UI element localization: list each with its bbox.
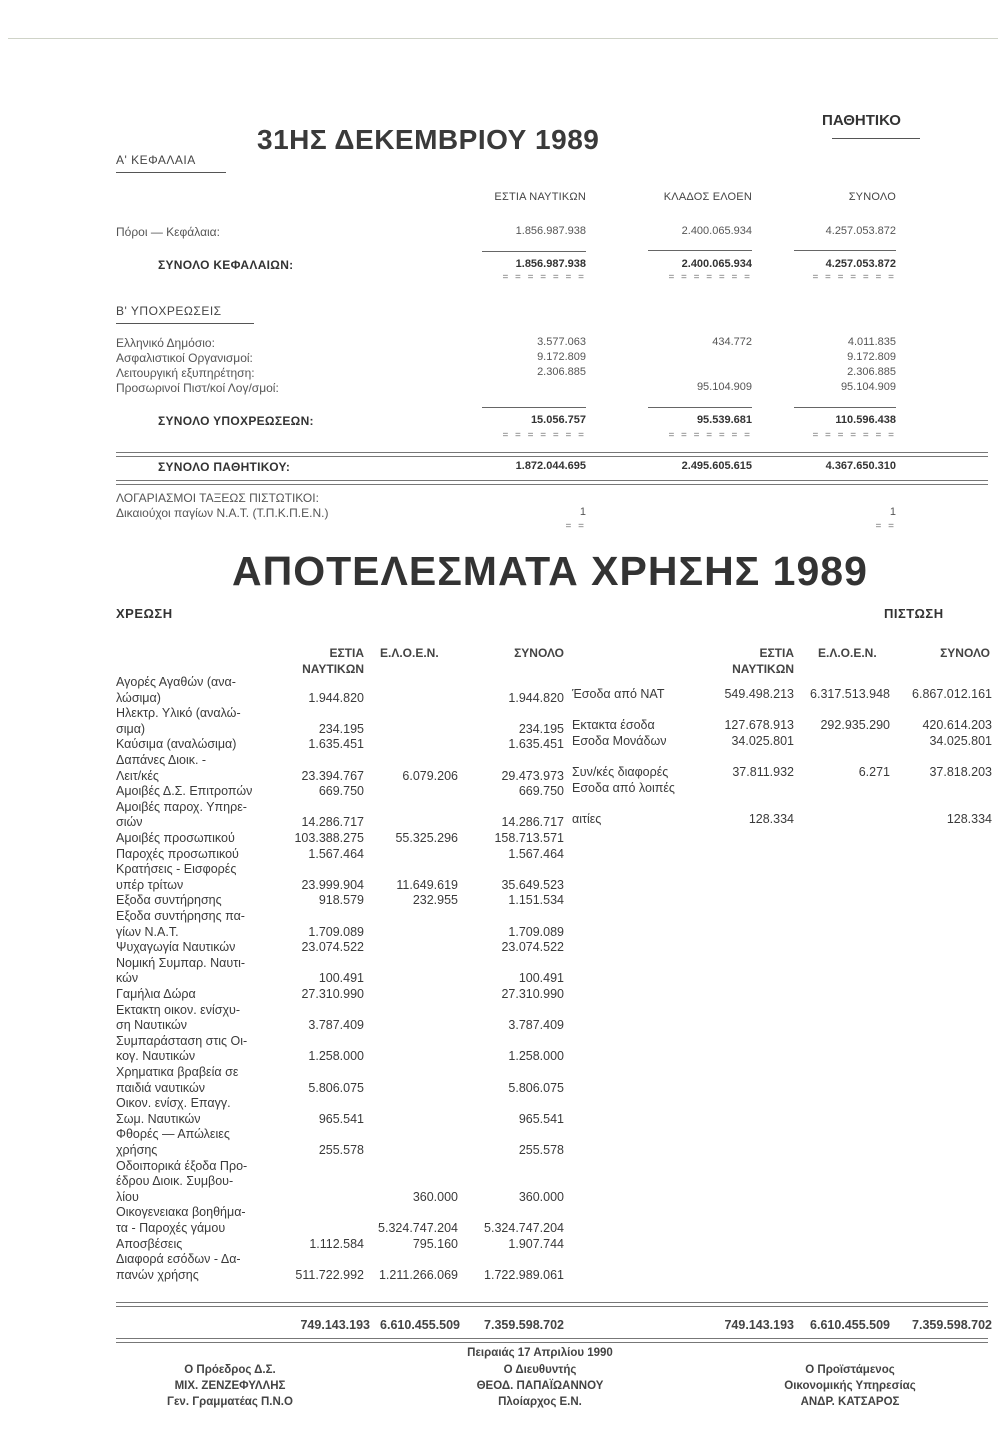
divider — [794, 250, 896, 251]
cell-value: 23.074.522 — [501, 940, 564, 955]
credit-header: ΠΙΣΤΩΣΗ — [884, 606, 944, 621]
cell-value: 6.271 — [858, 765, 890, 779]
cell-value: 511.722.992 — [295, 1267, 364, 1282]
row-label: λώσιμα) — [116, 690, 161, 705]
cell-value: 5.324.747.204 — [484, 1221, 564, 1235]
divider — [482, 407, 586, 408]
results-title: ΑΠΟΤΕΛΕΣΜΑΤΑ ΧΡΗΣΗΣ 1989 — [232, 548, 868, 594]
section-a-title: Α' ΚΕΦΑΛΑΙΑ — [116, 153, 196, 167]
row-label: Ελληνικό Δημόσιο: — [116, 336, 215, 350]
row-label: τα - Παροχές γάμου — [116, 1221, 226, 1235]
cell-value: 1.635.451 — [308, 737, 364, 752]
debit-total-sum: 7.359.598.702 — [484, 1318, 564, 1332]
signatory-president — [140, 1362, 320, 1410]
row-label: πανών χρήσης — [116, 1267, 199, 1282]
cell-value: 918.579 — [318, 893, 364, 908]
signatory-role: Πλοίαρχος Ε.Ν. — [498, 1396, 582, 1408]
cell-value: 23.394.767 — [301, 768, 364, 783]
signatory-role: Οικονομικής Υπηρεσίας — [784, 1380, 916, 1392]
double-underline: = = = = = = = — [668, 430, 752, 441]
cell-value: 128.334 — [946, 812, 992, 826]
cell-value: 232.955 — [412, 893, 458, 908]
signatory-name: ΜΙΧ. ΖΕΝΖΕΦΥΛΛΗΣ — [174, 1380, 286, 1392]
cell-value: 1.567.464 — [308, 846, 364, 861]
total-value: 1.856.987.938 — [515, 258, 586, 270]
cell-value: 158.713.571 — [494, 831, 564, 845]
cell-value: 29.473.973 — [501, 768, 564, 783]
cell-value: 5.324.747.204 — [378, 1221, 458, 1235]
cell-value: 5.806.075 — [508, 1080, 564, 1095]
row-label: σιμα) — [116, 721, 146, 736]
total-value: 110.596.438 — [835, 414, 896, 426]
row-label: Έσοδα από ΝΑΤ — [572, 687, 665, 701]
cell-value: 27.310.990 — [501, 987, 564, 1001]
row-label: ση Ναυτικών — [116, 1018, 188, 1033]
signatory-name: ΑΝΔΡ. ΚΑΤΣΑΡΟΣ — [800, 1396, 900, 1408]
row-label: Λειτουργική εξυπηρέτηση: — [116, 366, 255, 380]
row-label: Εκτακτα έσοδα — [572, 718, 655, 732]
cell-value: 35.649.523 — [501, 877, 564, 892]
memo-title: ΛΟΓΑΡΙΑΣΜΟΙ ΤΑΞΕΩΣ ΠΙΣΤΩΤΙΚΟΙ: — [116, 491, 319, 505]
cell-value: 1.907.744 — [508, 1236, 564, 1251]
cell-value: 6.317.513.948 — [810, 687, 890, 701]
signatory-name: ΘΕΟΔ. ΠΑΠΑΪΩΑΝΝΟΥ — [476, 1380, 604, 1392]
scan-top-edge — [8, 38, 998, 39]
signatory-title: Ο Διευθυντής — [503, 1364, 577, 1376]
grand-total-value: 1.872.044.695 — [515, 460, 586, 472]
double-underline: = = — [565, 521, 586, 532]
cell-value: 9.172.809 — [537, 351, 586, 363]
cell-value: 669.750 — [518, 784, 564, 799]
row-label: Φθορές — Απώλειες — [116, 1127, 230, 1142]
row-label: γίων Ν.Α.Τ. — [116, 924, 179, 939]
row-label: Οδοιπορικά έξοδα Προ- — [116, 1158, 248, 1173]
double-rule — [116, 1338, 988, 1343]
cell-value: 95.104.909 — [696, 381, 752, 393]
cell-value: 23.999.904 — [301, 877, 364, 892]
row-label: Οικον. ενίσχ. Επαγγ. — [116, 1096, 231, 1111]
cell-value: 1.722.989.061 — [484, 1267, 564, 1282]
cell-value: 6.079.206 — [402, 768, 458, 783]
cell-value: 4.257.053.872 — [825, 225, 896, 237]
row-label: Κρατήσεις - Εισφορές — [116, 862, 237, 877]
total-value: 95.539.681 — [696, 414, 752, 426]
double-rule — [116, 452, 988, 457]
divider — [116, 323, 254, 324]
cell-value: 292.935.290 — [820, 718, 890, 732]
row-label: υπέρ τρίτων — [116, 877, 184, 892]
cell-value: 3.787.409 — [308, 1018, 364, 1033]
row-label: Εκτακτη οικον. ενίσχυ- — [116, 1002, 241, 1017]
debit-col-total: ΣΥΝΟΛΟ — [514, 646, 564, 660]
cell-value: 1.635.451 — [508, 737, 564, 752]
credit-col-eloen: Ε.Λ.Ο.Ε.Ν. — [818, 646, 877, 660]
place-date: Πειραιάς 17 Απριλίου 1990 — [467, 1347, 613, 1359]
row-label: αιτίες — [572, 812, 602, 826]
cell-value: 37.818.203 — [929, 765, 992, 779]
cell-value: 434.772 — [712, 336, 752, 348]
row-label: λίου — [116, 1189, 139, 1204]
cell-value: 669.750 — [318, 784, 364, 799]
row-label: Αγορές Αγαθών (ανα- — [116, 675, 236, 689]
row-label: Καύσιμα (αναλώσιμα) — [116, 737, 237, 752]
row-label: Οικογενειακα βοηθήμα- — [116, 1205, 246, 1220]
cell-value: 103.388.275 — [294, 831, 364, 845]
debit-col-estia-label: ΕΣΤΙΑ ΝΑΥΤΙΚΩΝ — [302, 646, 364, 676]
credit-total-estia: 749.143.193 — [724, 1318, 794, 1332]
cell-value: 100.491 — [318, 971, 364, 986]
cell-value: 420.614.203 — [922, 718, 992, 732]
memo-label: Δικαιούχοι παγίων Ν.Α.Τ. (Τ.Π.Κ.Π.Ε.Ν.) — [116, 506, 329, 520]
memo-value: 1 — [579, 506, 586, 518]
divider — [832, 138, 920, 139]
row-label: κών — [116, 971, 139, 986]
section-b-title: Β' ΥΠΟΧΡΕΩΣΕΙΣ — [116, 304, 222, 318]
debit-total-eloen: 6.610.455.509 — [380, 1318, 460, 1332]
cell-value: 2.306.885 — [847, 366, 896, 378]
cell-value: 9.172.809 — [847, 351, 896, 363]
row-label: Εσοδα από λοιπές — [572, 781, 675, 795]
balance-sheet-side-label: ΠΑΘΗΤΙΚΟ — [822, 112, 901, 129]
cell-value: 1.567.464 — [508, 846, 564, 861]
cell-value: 5.806.075 — [308, 1080, 364, 1095]
grand-total-value: 4.367.650.310 — [825, 460, 896, 472]
row-label: Διαφορά εσόδων - Δα- — [116, 1252, 241, 1267]
row-label: Ασφαλιστικοί Οργανισμοί: — [116, 351, 253, 365]
row-label: κογ. Ναυτικών — [116, 1049, 196, 1064]
memo-value: 1 — [889, 506, 896, 518]
cell-value: 1.709.089 — [508, 924, 564, 939]
cell-value: 1.258.000 — [308, 1049, 364, 1064]
row-label: Νομική Συμπαρ. Ναυτι- — [116, 955, 246, 970]
cell-value: 34.025.801 — [731, 734, 794, 748]
debit-col-estia — [290, 645, 364, 677]
grand-total-value: 2.495.605.615 — [681, 460, 752, 472]
cell-value: 3.787.409 — [508, 1018, 564, 1033]
row-label: παιδιά ναυτικών — [116, 1080, 206, 1095]
credit-col-estia — [720, 645, 794, 677]
cell-value: 37.811.932 — [732, 765, 794, 779]
credit-total-sum: 7.359.598.702 — [912, 1318, 992, 1332]
credit-col-total: ΣΥΝΟΛΟ — [940, 646, 990, 660]
double-underline: = = = = = = = — [502, 272, 586, 283]
cell-value: 255.578 — [518, 1143, 564, 1157]
double-underline: = = = = = = = — [812, 430, 896, 441]
double-underline: = = — [875, 521, 896, 532]
cell-value: 234.195 — [318, 721, 364, 736]
signatory-role: Γεν. Γραμματέας Π.Ν.Ο — [167, 1396, 293, 1408]
row-label: Προσωρινοί Πιστ/κοί Λογ/σμοί: — [116, 381, 279, 395]
cell-value: 549.498.213 — [724, 687, 794, 701]
debit-col-eloen: Ε.Λ.Ο.Ε.Ν. — [380, 646, 439, 660]
row-label: Σωμ. Ναυτικών — [116, 1111, 201, 1126]
total-value: 15.056.757 — [530, 414, 586, 426]
row-label: έδρου Διοικ. Συμβου- — [116, 1174, 234, 1189]
debit-total-estia: 749.143.193 — [300, 1318, 370, 1332]
cell-value: 1.944.820 — [308, 690, 364, 705]
cell-value: 127.678.913 — [724, 718, 794, 732]
cell-value: 1.112.584 — [309, 1236, 364, 1251]
cell-value: 55.325.296 — [395, 831, 458, 845]
credit-total-eloen: 6.610.455.509 — [810, 1318, 890, 1332]
cell-value: 6.867.012.161 — [912, 687, 992, 701]
row-label: Αποσβέσεις — [116, 1236, 183, 1251]
cell-value: 128.334 — [748, 812, 794, 826]
cell-value: 2.400.065.934 — [681, 225, 752, 237]
row-label: Αμοιβές παροχ. Υπηρε- — [116, 799, 247, 814]
divider — [648, 250, 752, 251]
cell-value: 100.491 — [518, 971, 564, 986]
total-value: 2.400.065.934 — [681, 258, 752, 270]
cell-value: 795.160 — [412, 1236, 458, 1251]
divider — [116, 172, 226, 173]
cell-value: 2.306.885 — [537, 366, 586, 378]
cell-value: 360.000 — [412, 1189, 458, 1204]
section-a-total-label: ΣΥΝΟΛΟ ΚΕΦΑΛΑΙΩΝ: — [158, 258, 294, 272]
row-label: Εσοδα Μονάδων — [572, 734, 667, 748]
cell-value: 234.195 — [518, 721, 564, 736]
cell-value: 1.211.266.069 — [378, 1267, 458, 1282]
debit-header: ΧΡΕΩΣΗ — [116, 606, 173, 621]
row-label: Λειτ/κές — [116, 768, 159, 783]
signatory-title: Ο Προϊστάμενος — [805, 1364, 895, 1376]
column-header-estia: ΕΣΤΙΑ ΝΑΥΤΙΚΩΝ — [494, 191, 586, 203]
double-rule — [116, 480, 988, 485]
signatory-title: Ο Πρόεδρος Δ.Σ. — [184, 1364, 276, 1376]
grand-total-label: ΣΥΝΟΛΟ ΠΑΘΗΤΙΚΟΥ: — [158, 460, 291, 474]
row-label: σιών — [116, 815, 143, 830]
signatory-finance-head — [760, 1362, 940, 1410]
cell-value: 255.578 — [318, 1143, 364, 1157]
cell-value: 1.709.089 — [308, 924, 364, 939]
balance-sheet-title: 31ΗΣ ΔΕΚΕΜΒΡΙΟΥ 1989 — [257, 124, 600, 155]
cell-value: 4.011.835 — [847, 336, 896, 348]
row-label: Γαμήλια Δώρα — [116, 987, 196, 1001]
cell-value: 965.541 — [518, 1111, 564, 1126]
column-header-kladmos: ΚΛΑΔΟΣ ΕΛΟΕΝ — [663, 191, 752, 203]
row-label: Αμοιβές προσωπικού — [116, 831, 235, 845]
cell-value: 1.258.000 — [508, 1049, 564, 1064]
divider — [482, 251, 586, 252]
cell-value: 14.286.717 — [501, 815, 564, 830]
double-underline: = = = = = = = — [668, 272, 752, 283]
row-label: Χρηματικα βραβεία σε — [116, 1065, 239, 1079]
divider — [794, 407, 896, 408]
cell-value: 1.151.534 — [508, 893, 564, 908]
cell-value: 34.025.801 — [929, 734, 992, 748]
row-label: Εξοδα συντήρησης πα- — [116, 909, 245, 923]
cell-value: 95.104.909 — [840, 381, 896, 393]
signatory-director — [435, 1362, 645, 1410]
double-underline: = = = = = = = — [812, 272, 896, 283]
row-label: Πόροι — Κεφάλαια: — [116, 225, 220, 239]
cell-value: 965.541 — [318, 1111, 364, 1126]
section-b-total-label: ΣΥΝΟΛΟ ΥΠΟΧΡΕΩΣΕΩΝ: — [158, 414, 314, 428]
cell-value: 11.649.619 — [396, 877, 458, 892]
double-rule — [116, 1302, 988, 1307]
row-label: Αμοιβές Δ.Σ. Επιτροπών — [116, 784, 253, 799]
total-value: 4.257.053.872 — [825, 258, 896, 270]
cell-value: 1.856.987.938 — [515, 225, 586, 237]
row-label: Συν/κές διαφορές — [572, 765, 669, 779]
cell-value: 360.000 — [518, 1189, 564, 1204]
row-label: Ψυχαγωγία Ναυτικών — [116, 940, 236, 955]
double-underline: = = = = = = = — [502, 430, 586, 441]
cell-value: 1.944.820 — [508, 690, 564, 705]
credit-col-estia-label: ΕΣΤΙΑ ΝΑΥΤΙΚΩΝ — [732, 646, 794, 676]
cell-value: 14.286.717 — [301, 815, 364, 830]
cell-value: 3.577.063 — [537, 336, 586, 348]
row-label: Εξοδα συντήρησης — [116, 893, 222, 908]
row-label: χρήσης — [116, 1143, 158, 1157]
row-label: Δαπάνες Διοικ. - — [116, 753, 207, 767]
row-label: Ηλεκτρ. Υλικό (αναλώ- — [116, 706, 241, 721]
cell-value: 27.310.990 — [301, 987, 364, 1001]
divider — [648, 407, 752, 408]
row-label: Συμπαράσταση στις Οι- — [116, 1033, 248, 1048]
row-label: Παροχές προσωπικού — [116, 846, 239, 861]
column-header-total: ΣΥΝΟΛΟ — [848, 191, 896, 203]
cell-value: 23.074.522 — [301, 940, 364, 955]
